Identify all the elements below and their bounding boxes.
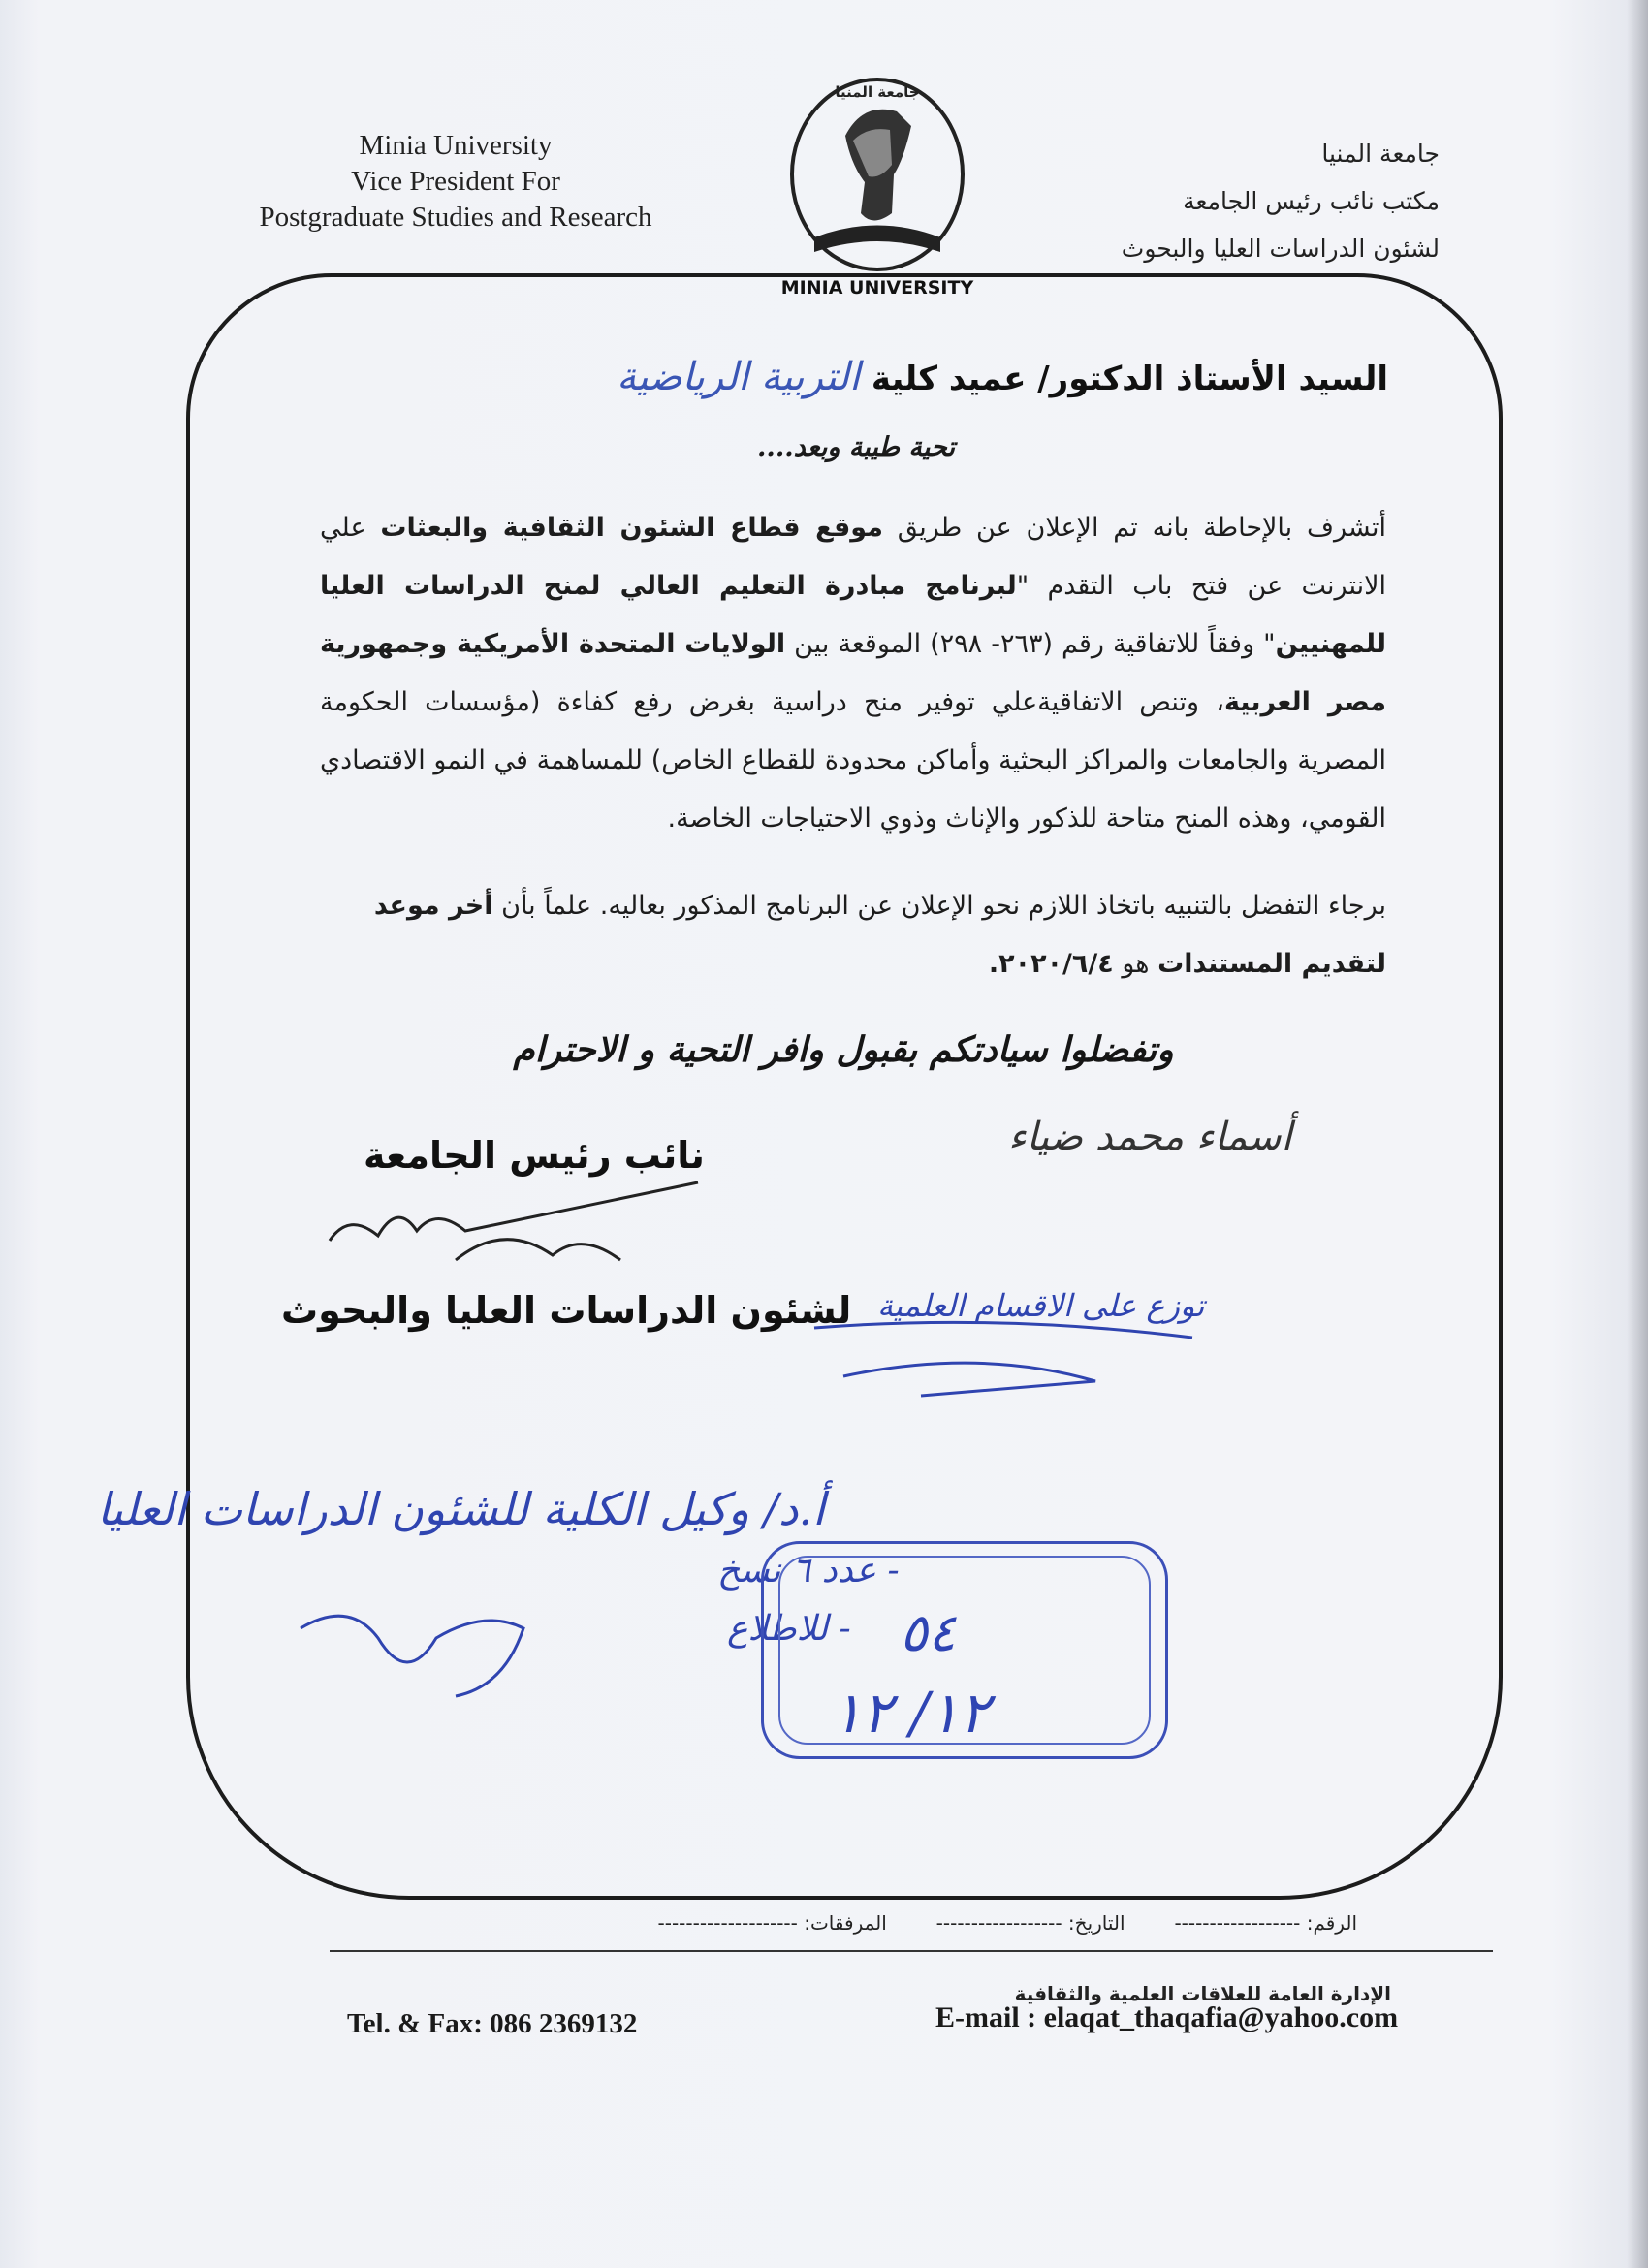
stamp-date: ١٢/ ١٢ xyxy=(832,1680,990,1746)
handwritten-distribute-note: توزع على الاقسام العلمية xyxy=(877,1287,1205,1324)
p1-text-a: أتشرف بالإحاطة بانه تم الإعلان عن طريق xyxy=(882,513,1386,543)
handwritten-initials xyxy=(291,1590,543,1706)
signature-title-1: نائب رئيس الجامعة xyxy=(364,1134,705,1177)
reference-fields: الرقم: ------------------ التاريخ: ------------------ المرفقات: -------------------- xyxy=(657,1911,1357,1935)
header-ar-line-2: مكتب نائب رئيس الجامعة xyxy=(1183,187,1440,215)
scan-edge-shadow xyxy=(1627,0,1648,2268)
footer-divider xyxy=(330,1950,1493,1952)
header-ar-line-3: لشئون الدراسات العليا والبحوث xyxy=(1121,235,1440,263)
p1-bold-c: الولايات المتحدة الأمريكية وجمهورية مصر العربية xyxy=(320,629,1386,717)
signature-scribble xyxy=(310,1163,737,1289)
handwritten-review-note: - للاطلاع xyxy=(727,1609,851,1649)
header-en-line-3: Postgraduate Studies and Research xyxy=(259,202,652,233)
logo-english-text: MINIA UNIVERSITY xyxy=(780,277,974,299)
receipt-stamp xyxy=(761,1541,1168,1759)
greeting: تحية طيبة وبعد.... xyxy=(757,432,955,462)
header-en-line-2: Vice President For xyxy=(351,166,560,197)
p1-bold-b: لبرنامج مبادرة التعليم العالي لمنح الدراسات العليا للمهنيين xyxy=(320,571,1387,659)
header-arabic xyxy=(1032,130,1440,272)
p2-text-b: هو xyxy=(1113,949,1158,979)
footer-email: E-mail : elaqat_thaqafia@yahoo.com xyxy=(935,2001,1399,2033)
signature-title-2: لشئون الدراسات العليا والبحوث xyxy=(281,1289,852,1332)
p2-bold-a: أخر موعد لتقديم المستندات xyxy=(373,891,1386,979)
body-paragraph-2 xyxy=(320,877,1386,993)
footer-tel-fax: Tel. & Fax: 086 2369132 xyxy=(347,2008,638,2039)
p2-text-a: برجاء التفضل بالتنبيه باتخاذ اللازم نحو الإعلان عن البرنامج المذكور بعاليه. علماً بأن xyxy=(492,891,1386,921)
footer-department: الإدارة العامة للعلاقات العلمية والثقافية xyxy=(1014,1982,1391,2005)
logo-arabic-text: جامعة المنيا xyxy=(835,83,920,101)
handwritten-copies-note: - عدد ٦ نسخ xyxy=(717,1551,900,1591)
stamp-number: ٥٤ xyxy=(900,1602,957,1663)
header-en-line-1: Minia University xyxy=(359,130,553,161)
p2-bold-b: ٢٠٢٠/٦/٤. xyxy=(988,949,1114,979)
recipient-handwritten: التربية الرياضية xyxy=(617,355,861,399)
handwritten-underline-strokes xyxy=(805,1308,1212,1415)
minia-university-logo xyxy=(776,68,979,305)
handwritten-names: أسماء محمد ضياء xyxy=(1008,1115,1292,1159)
header-ar-line-1: جامعة المنيا xyxy=(1321,140,1440,168)
p1-text-d: ، وتنص الاتفاقيةعلي توفير منح دراسية بغرض رفع كفاءة (مؤسسات الحكومة المصرية والجامعات والمراكز البحثية وأماكن محدودة للقطاع الخاص) للمساهمة في النمو الاقتصادي القومي، وهذه المنح متاحة للذكور والإناث وذوي الاحتياجات الخاصة. xyxy=(320,687,1386,834)
closing-line: وتفضلوا سيادتكم بقبول وافر التحية و الاحترام xyxy=(513,1029,1174,1070)
recipient-line xyxy=(617,355,1388,399)
handwritten-vice-dean-note: أ.د/ وكيل الكلية للشئون الدراسات العليا xyxy=(97,1483,825,1535)
header-english xyxy=(223,128,688,236)
recipient-printed: السيد الأستاذ الدكتور/ عميد كلية xyxy=(871,360,1388,398)
body-paragraph-1 xyxy=(320,499,1386,848)
p1-text-c: " وفقاً للاتفاقية رقم (٢٦٣- ٢٩٨) الموقعة بين xyxy=(785,629,1276,659)
p1-text-b: علي الانترنت عن فتح باب التقدم " xyxy=(320,513,1387,601)
p1-bold-a: موقع قطاع الشئون الثقافية والبعثات xyxy=(380,513,883,543)
